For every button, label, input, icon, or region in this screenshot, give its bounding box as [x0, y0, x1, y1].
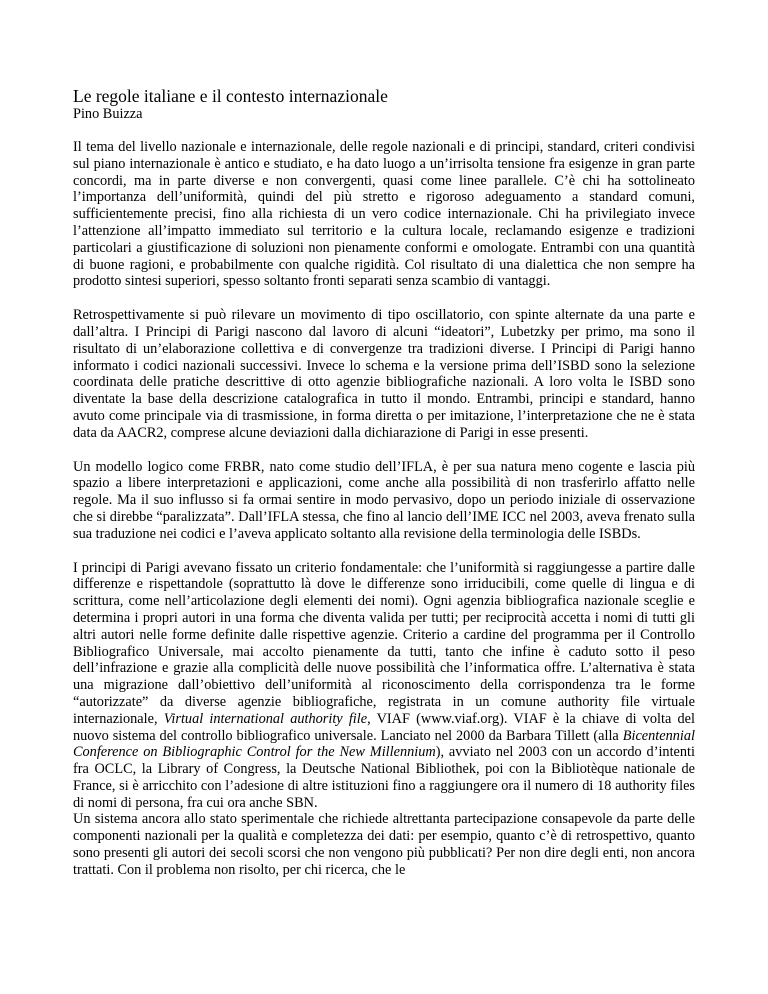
- paragraph-1: [73, 139, 695, 290]
- paragraph-4-text-b: , VIAF (www.viaf.org). VIAF è la chiave di volta del nuovo sistema del controllo bibliografico universale. Lanciato nel 2000 da Barbara Tillett (alla: [73, 710, 695, 744]
- document-title: Le regole italiane e il contesto internazionale: [73, 86, 388, 106]
- document-author: Pino Buizza: [73, 106, 143, 122]
- paragraph-3-text: Un modello logico come FRBR, nato come studio dell’IFLA, è per sua natura meno cogente e lascia più spazio a libere interpretazioni e applicazioni, come anche alla possibilità di non trasferirlo affatto nelle regole. Ma il suo influsso si fa ormai sentire in modo pervasivo, dopo un periodo iniziale di osservazione che si direbbe “paralizzata”. Dall’IFLA stessa, che fino al lancio dell’IME ICC nel 2003, aveva frenato sulla sua traduzione nei codici e l’aveva applicato soltanto alla revisione della terminologia delle ISBDs.: [73, 458, 695, 542]
- paragraph-4-italic-viaf: Virtual international authority file: [163, 710, 368, 727]
- paragraph-4-text-a: I principi di Parigi avevano fissato un criterio fondamentale: che l’uniformità si raggiungesse a partire dalle differenze e rispettandole (soprattutto là dove le differenze sono irriducibili, come quelle di lingua e di scrittura, come nell’articolazione degli elementi dei nomi). Ogni agenzia bibliografica nazionale sceglie e determina i propri autori in una forma che diventa valida per tutti; per reciprocità accetta i nomi di tutti gli altri autori nelle forme definite dalle rispettive agenzie. Criterio a cardine del programma per il Controllo Bibliografico Universale, mai accolto pienamente da tutti, tanto che infine è caduto sotto il peso dell’infrazione e grazie alla complicità delle nuove possibilità che l’informatica offre. L’alternativa è stata una migrazione dall’obiettivo dell’uniformità al riconoscimento della corrispondenza tra le forme “autorizzate” da diverse agenzie bibliografiche, registrata in un comune authority file virtuale internazionale,: [73, 559, 695, 727]
- paragraph-4-italic-conference: Bicentennial Conference on Bibliographic Control for the New Millennium: [73, 727, 695, 761]
- paragraph-5-text: Un sistema ancora allo stato sperimentale che richiede altrettanta partecipazione consapevole da parte delle componenti nazionali per la qualità e completezza dei dati: per esempio, quanto c’è di retrospettivo, quanto sono presenti gli autori dei secoli scorsi che non vengono più pubblicati? Per non dire degli enti, non ancora trattati. Con il problema non risolto, per chi ricerca, che le: [73, 811, 695, 878]
- paragraph-2: [73, 307, 695, 441]
- paragraph-5: [73, 811, 695, 878]
- paragraph-2-text: Retrospettivamente si può rilevare un movimento di tipo oscillatorio, con spinte alternate da una parte e dall’altra. I Principi di Parigi nascono dal lavoro di alcuni “ideatori”, Lubetzky per primo, ma sono il risultato di un’elaborazione collettiva e di convergenze tra tradizioni diverse. I Principi di Parigi hanno informato i codici nazionali successivi. Invece lo schema e la versione prima dell’ISBD sono la selezione coordinata delle pratiche descrittive di otto agenzie bibliografiche nazionali. A loro volta le ISBD sono diventate la base della descrizione catalografica in tutto il mondo. Entrambi, principi e standard, hanno avuto come principale via di trasmissione, in forma diretta o per imitazione, l’interpretazione che ne è stata data da AACR2, comprese alcune deviazioni dalla dichiarazione di Parigi in esse presenti.: [73, 307, 695, 441]
- document-page: [73, 86, 695, 896]
- paragraph-3: [73, 459, 695, 543]
- paragraph-4-text-c: ), avviato nel 2003 con un accordo d’intenti fra OCLC, la Library of Congress, la Deutsche National Bibliothek, poi con la Bibliotèque nationale de France, si è arricchito con l’adesione di altre istituzioni fino a raggiungere ora il numero di 18 authority files di nomi di persona, fra cui ora anche SBN.: [73, 744, 695, 811]
- paragraph-1-text: Il tema del livello nazionale e internazionale, delle regole nazionali e di principi, standard, criteri condivisi sul piano internazionale è antico e studiato, e ha dato luogo a un’irrisolta tensione fra esigenze in gran parte concordi, ma in parte diverse e non convergenti, quasi come linee parallele. C’è chi ha sottolineato l’importanza dell’uniformità, quindi del più stretto e rigoroso adeguamento a standard comuni, sufficientemente precisi, fino alla richiesta di un vero codice internazionale. Chi ha privilegiato invece l’attenzione all’impatto immediato sul territorio e la cultura locale, reclamando esigenze e tradizioni particolari a giustificazione di soluzioni non pienamente conformi e omologate. Entrambi con una quantità di buone ragioni, e probabilmente con qualche rigidità. Col risultato di una dialettica che non sempre ha prodotto sintesi superiori, spesso soltanto fronti separati senza scambio di vantaggi.: [73, 139, 695, 290]
- paragraph-4: [73, 560, 695, 812]
